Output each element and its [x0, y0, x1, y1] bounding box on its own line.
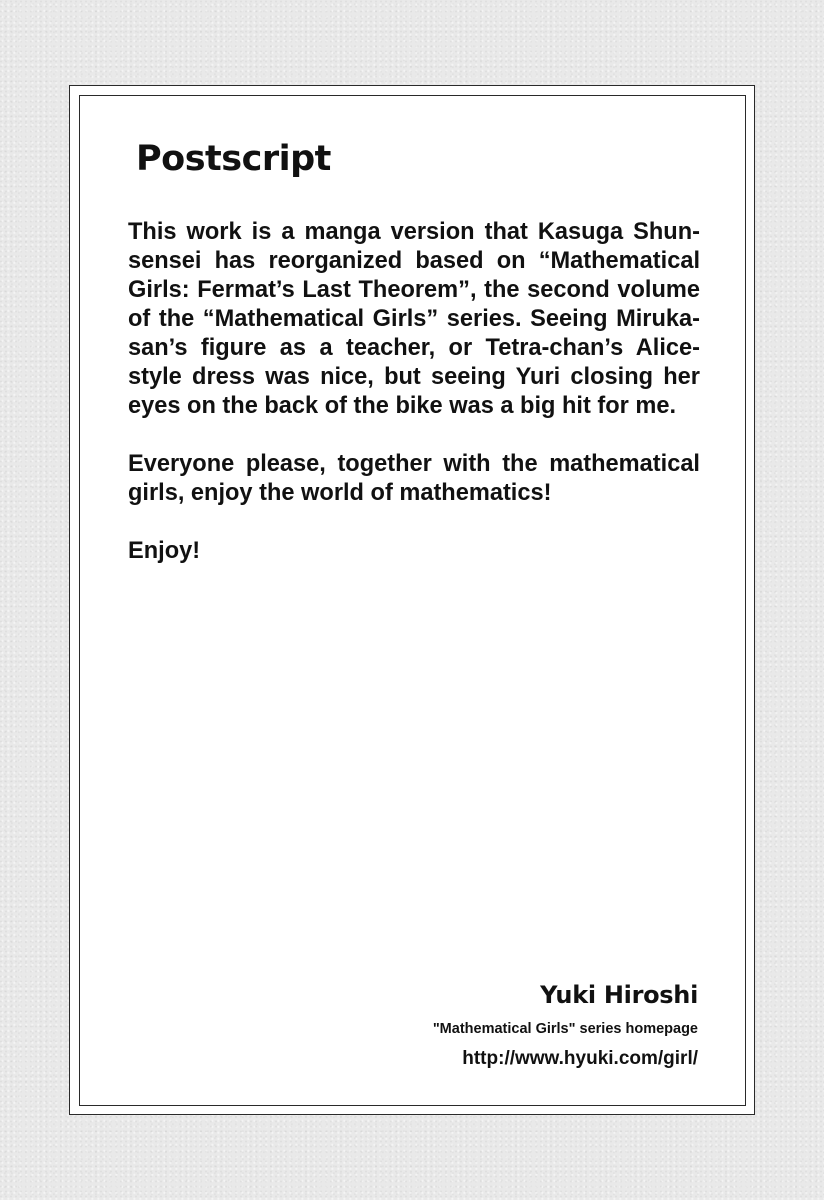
paragraph-2: Everyone please, together with the mathematical girls, enjoy the world of mathematics!: [128, 451, 700, 506]
paragraph-1: This work is a manga version that Kasuga Shun-sensei has reorganized based on “Mathematical Girls: Fermat’s Last Theorem”, the second volume of the “Mathematical Girls” series. Seeing Miruka-san’s figure as a teacher, or Tetra-chan’s Alice-style dress was nice, but seeing Yuri closing her eyes on the back of the bike was a big hit for me.: [128, 219, 700, 419]
paragraph-3: Enjoy!: [128, 538, 201, 564]
homepage-label: "Mathematical Girls" series homepage: [432, 1021, 698, 1037]
postscript-body: [128, 218, 700, 595]
author-signature: Yuki Hiroshi: [540, 981, 698, 1009]
homepage-url: http://www.hyuki.com/girl/: [462, 1048, 698, 1069]
page-title: Postscript: [136, 139, 331, 179]
